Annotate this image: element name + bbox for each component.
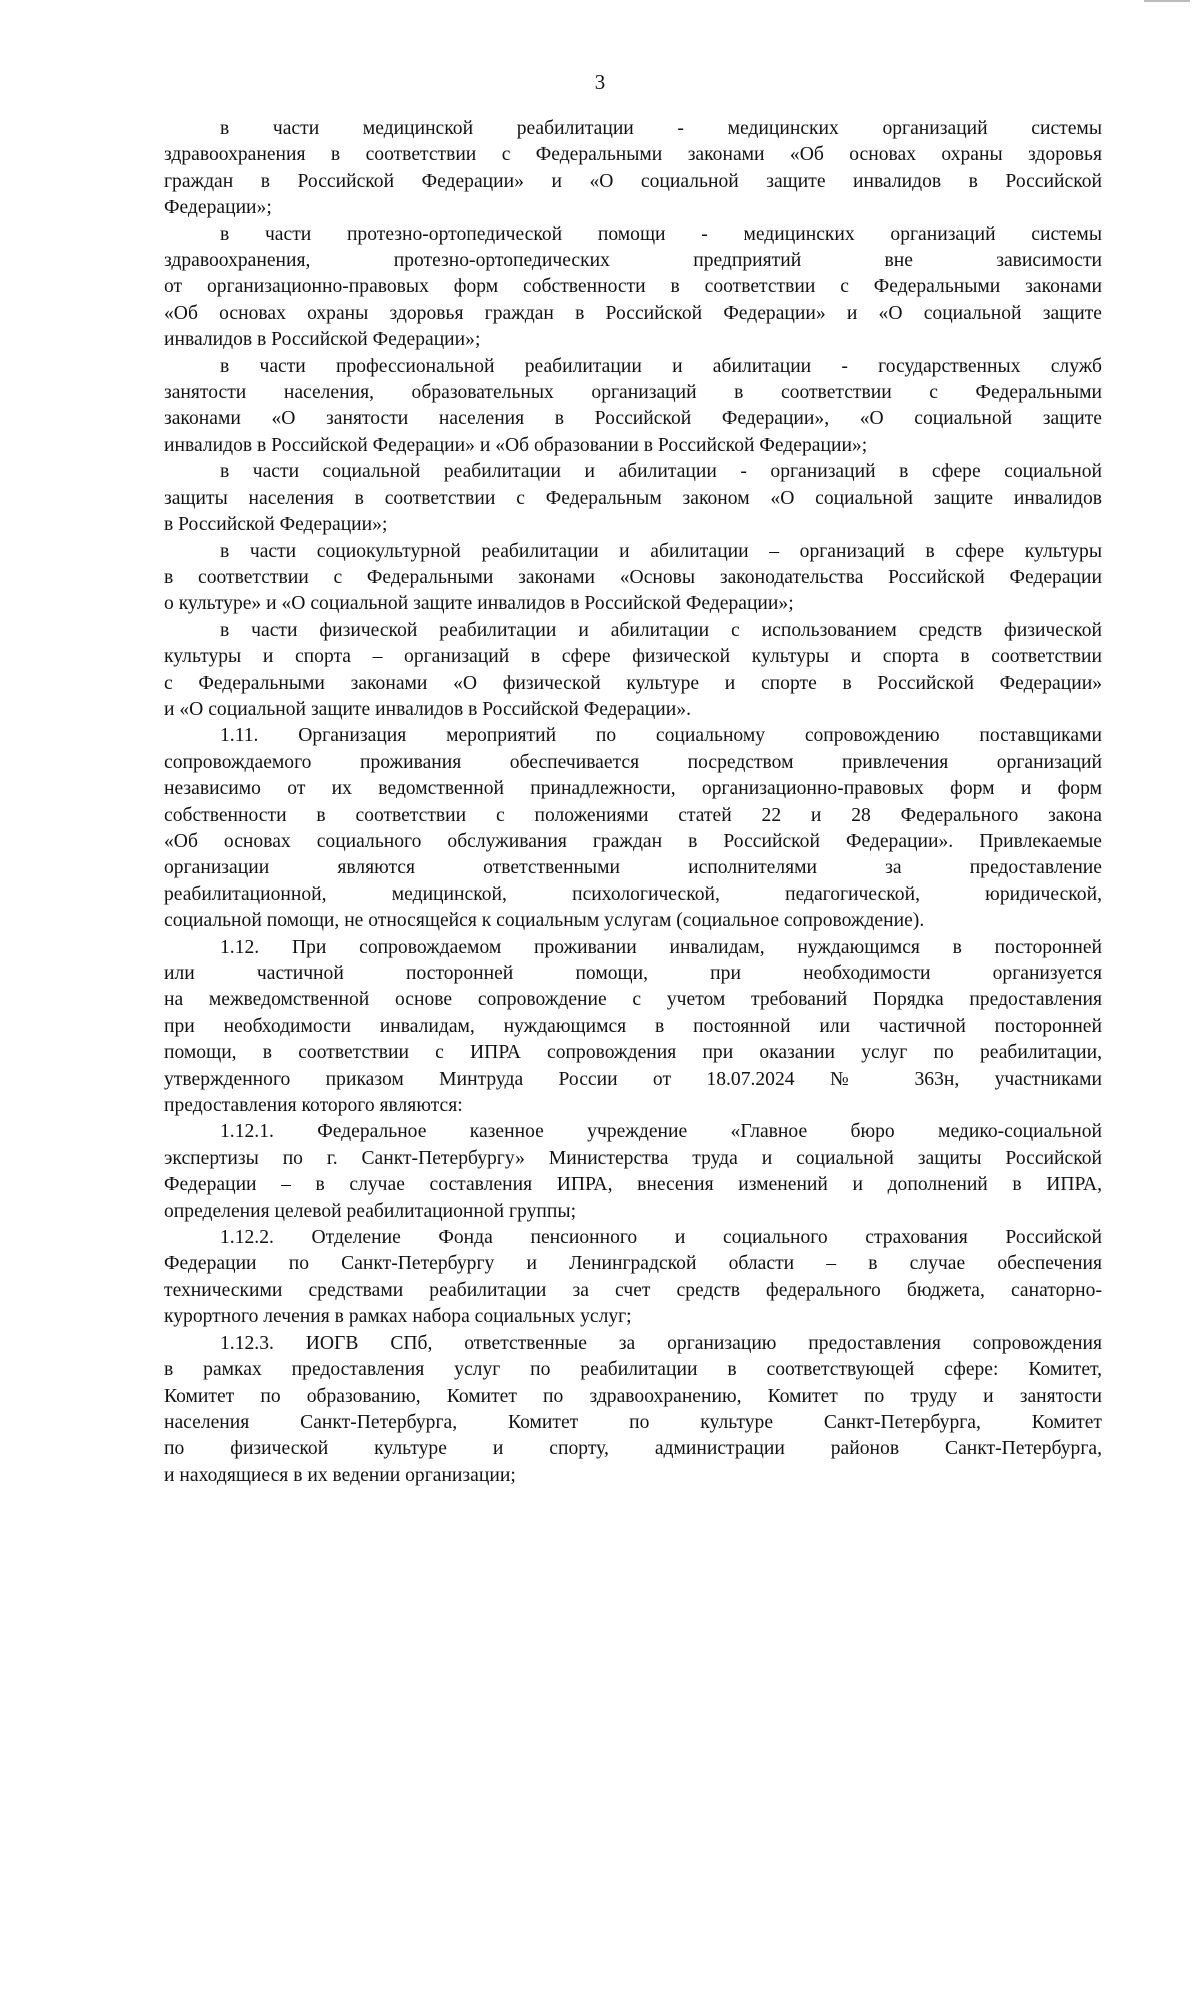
text-line: и «О социальной защите инвалидов в Российской Федерации».	[164, 698, 691, 720]
text-line: экспертизы по г. Санкт-Петербургу» Министерства труда и социальной защиты Российской	[164, 1147, 1102, 1169]
text-line: сопровождаемого проживания обеспечивается посредством привлечения организаций	[164, 751, 1102, 773]
text-line: здравоохранения в соответствии с Федеральными законами «Об основах охраны здоровья	[164, 144, 1102, 166]
text-line: в части физической реабилитации и абилитации с использованием средств физической	[220, 619, 1102, 641]
text-line: в части протезно-ортопедической помощи - медицинских организаций системы	[220, 223, 1102, 245]
text-line: занятости населения, образовательных организаций в соответствии с Федеральными	[164, 382, 1102, 404]
page-number: 3	[594, 70, 606, 94]
text-line: в части медицинской реабилитации - медицинских организаций системы	[220, 118, 1102, 139]
paragraph-physical-rehabilitation	[164, 618, 1102, 724]
text-line: культуры и спорта – организаций в сфере физической культуры и спорта в соответствии	[164, 646, 1102, 668]
text-line: инвалидов в Российской Федерации»;	[164, 329, 481, 351]
text-line: в Российской Федерации»;	[164, 514, 388, 536]
text-line: помощи, в соответствии с ИПРА сопровождения при оказании услуг по реабилитации,	[164, 1042, 1102, 1064]
text-line: по физической культуре и спорту, администрации районов Санкт-Петербурга,	[164, 1438, 1102, 1460]
paragraph-clause-1-12-2	[164, 1225, 1102, 1331]
text-line: о культуре» и «О социальной защите инвалидов в Российской Федерации»;	[164, 593, 794, 615]
text-line: Федерации по Санкт-Петербургу и Ленинградской области – в случае обеспечения	[164, 1253, 1102, 1275]
text-line: в части профессиональной реабилитации и абилитации - государственных служб	[220, 355, 1102, 377]
text-line: на межведомственной основе сопровождение с учетом требований Порядка предоставления	[164, 989, 1102, 1011]
text-line: 1.12. При сопровождаемом проживании инвалидам, нуждающимся в посторонней	[220, 936, 1102, 958]
paragraph-clause-1-12-3	[164, 1331, 1102, 1489]
text-line: курортного лечения в рамках набора социальных услуг;	[164, 1306, 632, 1328]
text-line: законами «О занятости населения в Российской Федерации», «О социальной защите	[164, 408, 1102, 430]
paragraph-sociocultural-rehabilitation	[164, 539, 1102, 618]
text-line: Комитет по образованию, Комитет по здравоохранению, Комитет по труду и занятости	[164, 1385, 1102, 1407]
paragraph-clause-1-11	[164, 723, 1102, 934]
text-line: защиты населения в соответствии с Федеральным законом «О социальной защите инвалидов	[164, 487, 1102, 509]
text-line: при необходимости инвалидам, нуждающимся в постоянной или частичной посторонней	[164, 1015, 1102, 1037]
text-line: организации являются ответственными исполнителями за предоставление	[164, 857, 1102, 879]
text-line: в части социальной реабилитации и абилитации - организаций в сфере социальной	[220, 461, 1102, 483]
paragraph-professional-rehabilitation	[164, 354, 1102, 460]
paragraph-medical-rehabilitation	[164, 116, 1102, 222]
text-line: в соответствии с Федеральными законами «Основы законодательства Российской Федерации	[164, 566, 1102, 588]
text-line: техническими средствами реабилитации за счет средств федерального бюджета, санаторно-	[164, 1279, 1102, 1301]
text-line: здравоохранения, протезно-ортопедических предприятий вне зависимости	[164, 250, 1102, 272]
text-line: 1.12.2. Отделение Фонда пенсионного и социального страхования Российской	[220, 1227, 1102, 1249]
text-line: определения целевой реабилитационной группы;	[164, 1200, 577, 1222]
text-line: социальной помощи, не относящейся к социальным услугам (социальное сопровождение).	[164, 910, 925, 932]
text-line: «Об основах охраны здоровья граждан в Российской Федерации» и «О социальной защите	[164, 302, 1102, 324]
text-line: или частичной посторонней помощи, при необходимости организуется	[164, 963, 1102, 984]
text-line: населения Санкт-Петербурга, Комитет по культуре Санкт-Петербурга, Комитет	[164, 1411, 1102, 1433]
text-line: и находящиеся в их ведении организации;	[164, 1464, 516, 1486]
paragraph-prosthetic-orthopedic-assistance	[164, 222, 1102, 354]
text-line: независимо от их ведомственной принадлежности, организационно-правовых форм и форм	[164, 778, 1102, 800]
text-line: в рамках предоставления услуг по реабилитации в соответствующей сфере: Комитет,	[164, 1359, 1102, 1381]
text-line: 1.12.3. ИОГВ СПб, ответственные за организацию предоставления сопровождения	[220, 1332, 1102, 1354]
paragraph-social-rehabilitation	[164, 459, 1102, 538]
text-line: Федерации – в случае составления ИПРА, внесения изменений и дополнений в ИПРА,	[164, 1174, 1102, 1196]
scan-corner-mark	[1144, 0, 1190, 6]
text-line: предоставления которого являются:	[164, 1095, 463, 1117]
text-line: граждан в Российской Федерации» и «О социальной защите инвалидов в Российской	[164, 170, 1102, 192]
document-body	[164, 116, 1102, 1489]
text-line: реабилитационной, медицинской, психологической, педагогической, юридической,	[164, 883, 1102, 905]
text-line: 1.12.1. Федеральное казенное учреждение «Главное бюро медико-социальной	[220, 1121, 1102, 1143]
paragraph-clause-1-12	[164, 935, 1102, 1120]
text-line: Федерации»;	[164, 197, 272, 219]
text-line: от организационно-правовых форм собственности в соответствии с Федеральными законами	[164, 276, 1102, 298]
text-line: 1.11. Организация мероприятий по социальному сопровождению поставщиками	[220, 725, 1102, 747]
text-line: «Об основах социального обслуживания граждан в Российской Федерации». Привлекаемые	[164, 830, 1102, 852]
text-line: инвалидов в Российской Федерации» и «Об образовании в Российской Федерации»;	[164, 434, 868, 456]
text-line: собственности в соответствии с положениями статей 22 и 28 Федерального закона	[164, 804, 1102, 826]
text-line: с Федеральными законами «О физической культуре и спорте в Российской Федерации»	[164, 672, 1102, 694]
paragraph-clause-1-12-1	[164, 1119, 1102, 1225]
text-line: в части социокультурной реабилитации и абилитации – организаций в сфере культуры	[220, 540, 1102, 562]
text-line: утвержденного приказом Минтруда России от 18.07.2024 № 363н, участниками	[164, 1068, 1102, 1090]
